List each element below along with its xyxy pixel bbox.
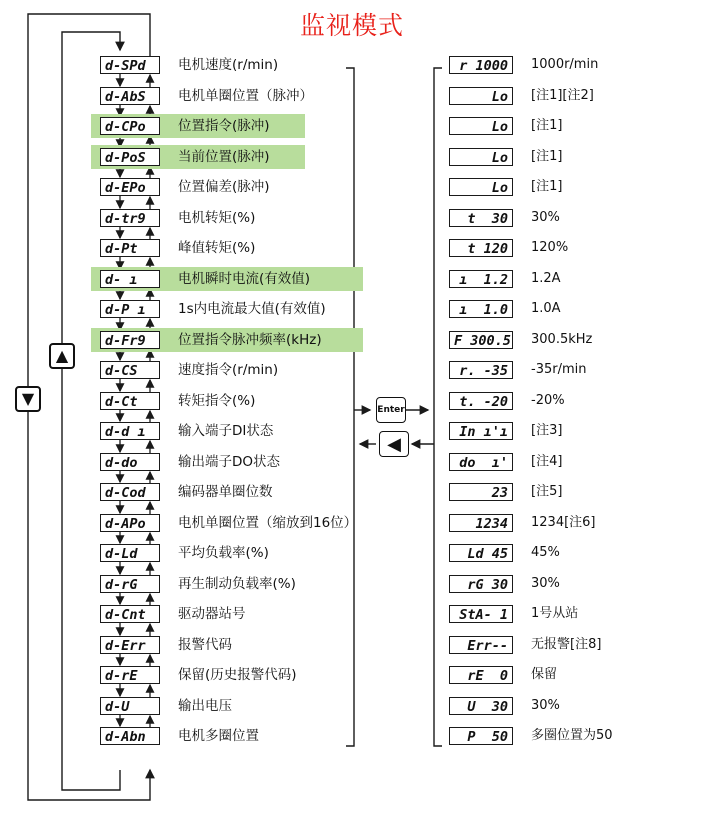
monitor-description: 1s内电流最大值(有效值) [178,301,326,317]
monitor-value-text: -20% [531,393,565,408]
page-title: 监视模式 [299,11,404,40]
monitor-value-text: 30% [531,698,560,713]
monitor-description: 报警代码 [178,637,232,653]
monitor-value-display: Err-- [449,636,513,654]
monitor-value-text: [注1][注2] [531,88,594,103]
monitor-description: 电机多圈位置 [178,728,259,744]
back-button[interactable] [379,431,409,457]
monitor-value-display: rG 30 [449,575,513,593]
monitor-value-display: ı 1.0 [449,300,513,318]
monitor-description: 转矩指令(%) [178,393,256,409]
monitor-value-display: rE 0 [449,666,513,684]
monitor-value-text: 30% [531,210,560,225]
monitor-value-display: t 120 [449,239,513,257]
monitor-value-display: Lo [449,87,513,105]
monitor-value-text: 1号从站 [531,606,579,621]
monitor-value-display: U 30 [449,697,513,715]
monitor-value-text: 300.5kHz [531,332,593,347]
back-arrow-icon: ◀ [387,433,401,455]
monitor-value-display: In ı'ı [449,422,513,440]
up-arrow-icon: ▲ [55,346,69,365]
monitor-value-display: F 300.5 [449,331,513,349]
monitor-description: 位置指令(脉冲) [178,118,270,134]
monitor-value-text: 30% [531,576,560,591]
monitor-value-text: 多圈位置为50 [531,728,613,743]
monitor-value-display: t 30 [449,209,513,227]
monitor-code-display[interactable]: d-U [100,697,160,715]
monitor-value-display: t. -20 [449,392,513,410]
monitor-description: 驱动器站号 [178,606,246,622]
monitor-value-text: 1.0A [531,301,561,316]
monitor-value-text: 保留 [531,667,558,682]
monitor-value-text: -35r/min [531,362,587,377]
monitor-code-display[interactable]: d-tr9 [100,209,160,227]
monitor-value-display: r 1000 [449,56,513,74]
monitor-value-display: r. -35 [449,361,513,379]
monitor-value-text: 1.2A [531,271,561,286]
monitor-value-display: P 50 [449,727,513,745]
down-arrow-icon: ▼ [21,389,35,408]
monitor-value-display: ı 1.2 [449,270,513,288]
monitor-description: 输出端子DO状态 [178,454,281,470]
monitor-code-display[interactable]: d-rE [100,666,160,684]
monitor-value-text: [注4] [531,454,563,469]
monitor-value-display: Lo [449,178,513,196]
monitor-code-display[interactable]: d-d ı [100,422,160,440]
monitor-code-display[interactable]: d-EPo [100,178,160,196]
monitor-value-text: 1234[注6] [531,515,596,530]
monitor-value-display: StA- 1 [449,605,513,623]
monitor-value-display: 23 [449,483,513,501]
monitor-description: 编码器单圈位数 [178,484,273,500]
up-button[interactable] [49,343,75,369]
monitor-description: 电机转矩(%) [178,210,256,226]
monitor-description: 保留(历史报警代码) [178,667,297,683]
monitor-code-display[interactable]: d-CS [100,361,160,379]
monitor-value-text: 无报警[注8] [531,637,602,652]
monitor-code-display[interactable]: d-Fr9 [100,331,160,349]
monitor-code-display[interactable]: d-Err [100,636,160,654]
monitor-code-display[interactable]: d-Cod [100,483,160,501]
down-button[interactable] [15,386,41,412]
monitor-value-display: 1234 [449,514,513,532]
monitor-description: 输入端子DI状态 [178,423,274,439]
monitor-description: 速度指令(r/min) [178,362,279,378]
monitor-code-display[interactable]: d-do [100,453,160,471]
monitor-code-display[interactable]: d-APo [100,514,160,532]
monitor-code-display[interactable]: d-Ct [100,392,160,410]
monitor-value-display: Lo [449,148,513,166]
monitor-value-text: [注5] [531,484,563,499]
monitor-description: 当前位置(脉冲) [178,149,270,165]
monitor-value-display: Ld 45 [449,544,513,562]
monitor-value-text: 1000r/min [531,57,599,72]
monitor-value-text: [注3] [531,423,563,438]
monitor-code-display[interactable]: d-Pt [100,239,160,257]
monitor-value-display: Lo [449,117,513,135]
monitor-description: 位置偏差(脉冲) [178,179,270,195]
enter-label: Enter [377,405,405,415]
monitor-value-text: [注1] [531,118,563,133]
monitor-description: 电机单圈位置（缩放到16位） [178,515,358,531]
monitor-description: 电机瞬时电流(有效值) [178,271,311,287]
monitor-value-text: [注1] [531,149,563,164]
monitor-code-display[interactable]: d-Ld [100,544,160,562]
monitor-value-text: 120% [531,240,569,255]
monitor-code-display[interactable]: d-rG [100,575,160,593]
monitor-description: 电机速度(r/min) [178,57,279,73]
monitor-code-display[interactable]: d-SPd [100,56,160,74]
monitor-value-display: do ı' [449,453,513,471]
monitor-description: 电机单圈位置（脉冲） [178,88,313,104]
monitor-code-display[interactable]: d-PoS [100,148,160,166]
monitor-code-display[interactable]: d- ı [100,270,160,288]
monitor-description: 位置指令脉冲频率(kHz) [178,332,322,348]
monitor-value-text: [注1] [531,179,563,194]
monitor-code-display[interactable]: d-P ı [100,300,160,318]
monitor-description: 输出电压 [178,698,232,714]
monitor-value-text: 45% [531,545,560,560]
enter-button[interactable] [376,397,406,423]
monitor-description: 平均负载率(%) [178,545,269,561]
monitor-code-display[interactable]: d-Cnt [100,605,160,623]
monitor-code-display[interactable]: d-Abn [100,727,160,745]
monitor-code-display[interactable]: d-CPo [100,117,160,135]
monitor-description: 再生制动负载率(%) [178,576,296,592]
monitor-description: 峰值转矩(%) [178,240,256,256]
monitor-code-display[interactable]: d-AbS [100,87,160,105]
